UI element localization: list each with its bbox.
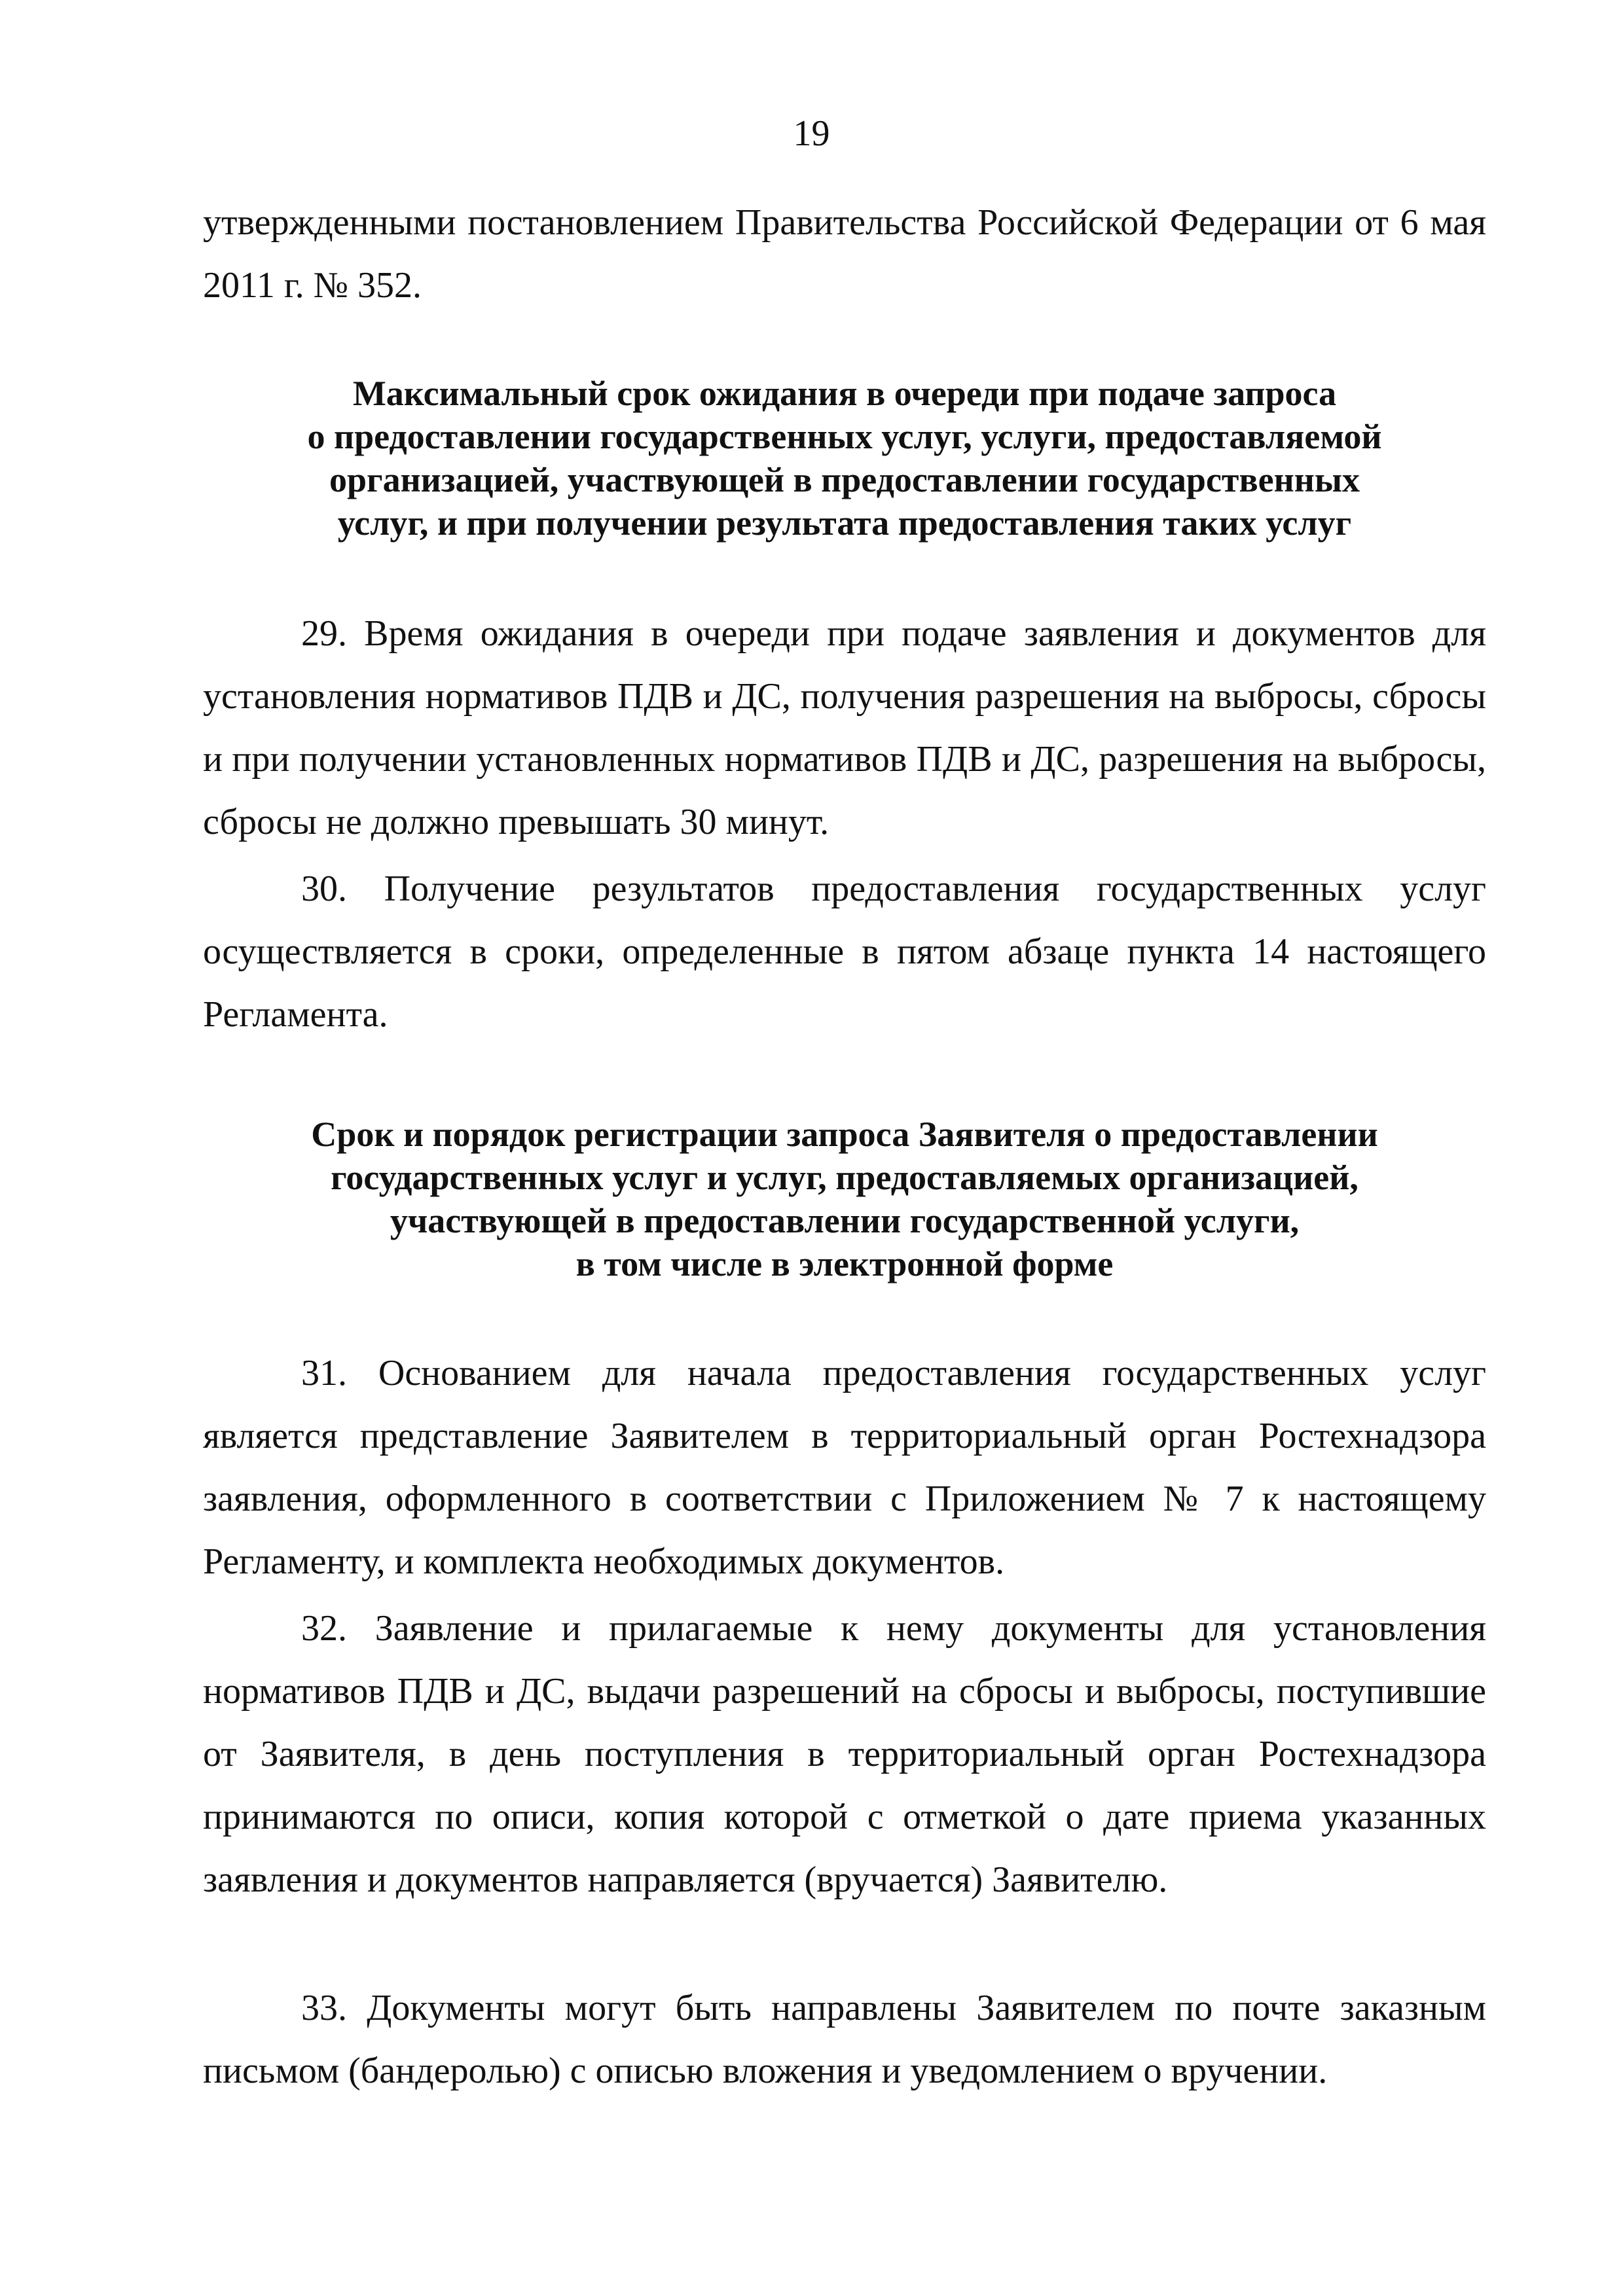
heading-line: государственных услуг и услуг, предоставляемых организацией, [331, 1158, 1359, 1197]
heading-line: Срок и порядок регистрации запроса Заявителя о предоставлении [311, 1115, 1378, 1154]
heading-line: организацией, участвующей в предоставлении государственных [329, 460, 1360, 499]
paragraph-30: 30. Получение результатов предоставления государственных услуг осуществляется в сроки, определенные в пятом абзаце пункта 14 настоящего Регламента. [203, 869, 1486, 1035]
page-number: 19 [793, 113, 830, 154]
section-heading-registration [203, 1113, 1486, 1285]
heading-line: в том числе в электронной форме [575, 1244, 1114, 1283]
paragraph-33: 33. Документы могут быть направлены Заявителем по почте заказным письмом (бандеролью) с описью вложения и уведомлением о вручении. [203, 1988, 1486, 2091]
paragraph-31: 31. Основанием для начала предоставления государственных услуг является представление Заявителем в территориальный орган Ростехнадзора заявления, оформленного в соответствии с Приложением № 7 к настоящему Регламенту, и комплекта необходимых документов. [203, 1353, 1486, 1582]
heading-line: Максимальный срок ожидания в очереди при подаче запроса [352, 374, 1337, 413]
heading-line: участвующей в предоставлении государственной услуги, [390, 1201, 1300, 1240]
intro-paragraph: утвержденными постановлением Правительства Российской Федерации от 6 мая 2011 г. № 352. [203, 202, 1486, 306]
section-heading-queue-time [203, 372, 1486, 545]
paragraph-29: 29. Время ожидания в очереди при подаче заявления и документов для установления нормативов ПДВ и ДС, получения разрешения на выбросы, сбросы и при получении установленных нормативов ПДВ и ДС, разрешения на выбросы, сбросы не должно превышать 30 минут. [203, 613, 1486, 842]
heading-line: о предоставлении государственных услуг, услуги, предоставляемой [307, 417, 1382, 456]
heading-line: услуг, и при получении результата предоставления таких услуг [337, 503, 1352, 543]
paragraph-32: 32. Заявление и прилагаемые к нему документы для установления нормативов ПДВ и ДС, выдачи разрешений на сбросы и выбросы, поступившие от Заявителя, в день поступления в территориальный орган Ростехнадзора принимаются по описи, копия которой с отметкой о дате приема указанных заявления и документов направляется (вручается) Заявителю. [203, 1608, 1486, 1900]
